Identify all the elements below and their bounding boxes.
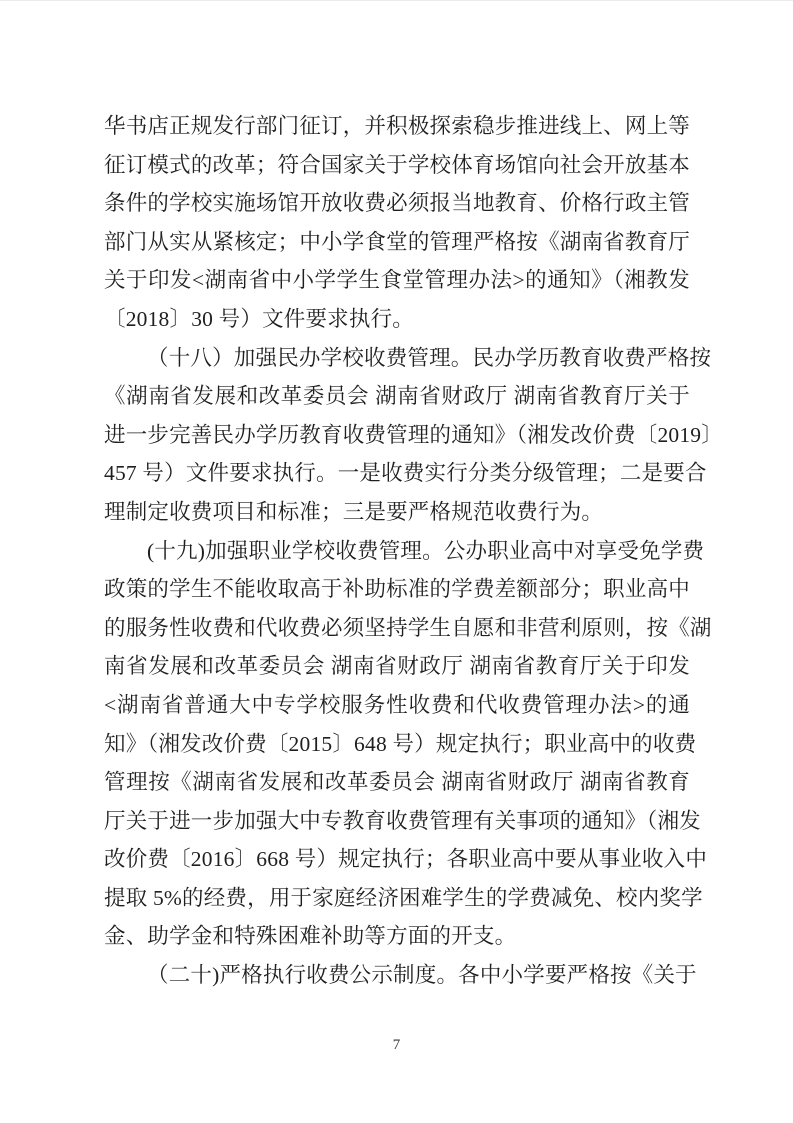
text-line: 条件的学校实施场馆开放收费必须报当地教育、价格行政主管 — [104, 191, 690, 216]
text-line: 知》（湘发改价费〔2015〕648 号）规定执行；职业高中的收费 — [104, 731, 697, 756]
text-line: 南省发展和改革委员会 湖南省财政厅 湖南省教育厅关于印发 — [104, 654, 690, 679]
text-line: 理制定收费项目和标准；三是要严格规范收费行为。 — [104, 499, 604, 524]
text-line: 部门从实从紧核定；中小学食堂的管理严格按《湖南省教育厅 — [104, 229, 690, 254]
text-line: <湖南省普通大中专学校服务性收费和代收费管理办法>的通 — [104, 692, 690, 717]
text-line: 提取 5%的经费，用于家庭经济困难学生的学费减免、校内奖学 — [104, 885, 703, 910]
text-line: 的服务性收费和代收费必须坚持学生自愿和非营利原则，按《湖 — [104, 615, 712, 640]
text-line: （二十)严格执行收费公示制度。各中小学要严格按《关于 — [147, 963, 697, 988]
para-20 — [104, 956, 697, 995]
text-line: 进一步完善民办学历教育收费管理的通知》（湘发改价费〔2019〕 — [104, 422, 723, 447]
text-line: (十九)加强职业学校收费管理。公办职业高中对享受免学费 — [147, 538, 705, 563]
text-line: 457 号）文件要求执行。一是收费实行分类分级管理；二是要合 — [104, 461, 707, 486]
text-line: 征订模式的改革；符合国家关于学校体育场馆向社会开放基本 — [104, 152, 690, 177]
para-19 — [104, 532, 712, 957]
page-number: 7 — [392, 1037, 401, 1053]
text-line: 改价费〔2016〕668 号）规定执行；各职业高中要从事业收入中 — [104, 847, 708, 872]
para-18 — [104, 339, 723, 532]
text-line: 政策的学生不能收取高于补助标准的学费差额部分；职业高中 — [104, 577, 690, 602]
text-line: 《湖南省发展和改革委员会 湖南省财政厅 湖南省教育厅关于 — [104, 384, 690, 409]
text-line: （十八）加强民办学校收费管理。民办学历教育收费严格按 — [147, 345, 712, 370]
document-body — [104, 107, 723, 995]
text-line: 华书店正规发行部门征订，并积极探索稳步推进线上、网上等 — [104, 114, 690, 138]
text-line: 关于印发<湖南省中小学学生食堂管理办法>的通知》（湘教发 — [104, 268, 690, 293]
text-line: 金、助学金和特殊困难补助等方面的开支。 — [104, 924, 517, 949]
text-line: 管理按《湖南省发展和改革委员会 湖南省财政厅 湖南省教育 — [104, 770, 690, 795]
text-line: 厅关于进一步加强大中专教育收费管理有关事项的通知》（湘发 — [104, 808, 701, 833]
para-17-continuation — [104, 107, 690, 339]
text-line: 〔2018〕30 号）文件要求执行。 — [104, 306, 414, 331]
